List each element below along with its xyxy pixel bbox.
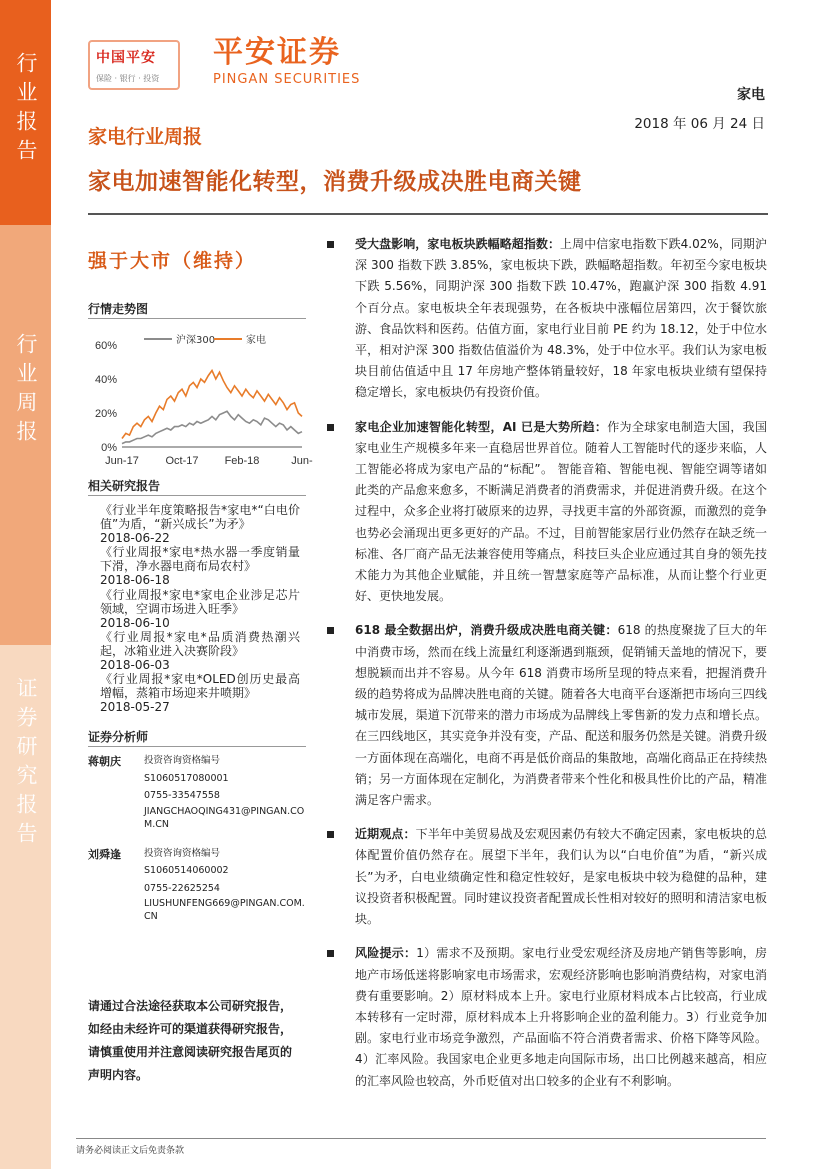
related-heading: 相关研究报告 [88, 479, 161, 493]
analyst-email[interactable]: JIANGCHAOQING431@PINGAN.COM.CN [144, 805, 305, 830]
report-type: 家电行业周报 [88, 126, 203, 148]
logo-text: 中国平安 [96, 50, 156, 66]
band-segment-industry-report [0, 0, 51, 225]
legend-label: 沪深300 [176, 335, 216, 346]
square-bullet-icon [327, 627, 334, 634]
analyst-phone: 0755-22625254 [144, 882, 220, 894]
market-chart [88, 325, 313, 475]
paragraph-lead: 风险提示： [355, 946, 417, 961]
paragraph-body: 作为全球家电制造大国，我国家电业生产规模多年来一直稳居世界首位。随着人工智能时代的逐步来临，人工智能必将成为家电产品的“标配”。 智能音箱、智能电视、智能空调等诸如此类的产品愈来愈多，不断满足消费者的消费需求，并促进消费升级。在这个过程中，众多企业将打破原来的边界，寻找更丰富的外部资源，而激烈的竞争也势必会涌现出更多更好的产品。不过，目前智能家居行业仍然存在缺乏统一标准、各厂商产品无法兼容使用等痛点，科技巨头企业应通过其自身的领先技术能力为其他企业赋能，并且统一智慧家庭等产品标准，从而让整个行业更好、更快地发展。 [355, 419, 767, 604]
related-report-title[interactable]: 《行业周报*家电*家电企业涉足芯片领域，空调市场进入旺季》 [100, 587, 300, 616]
related-report-title[interactable]: 《行业半年度策略报告*家电*“白电价值”为盾，“新兴成长”为矛》 [100, 503, 300, 532]
disclaimer-text: 请通过合法途径获取本公司研究报告，如经由未经许可的渠道获得研究报告，请慎重使用并注意阅读研究报告尾页的声明内容。 [88, 999, 293, 1082]
logo-slogan: 保险 · 银行 · 投资 [96, 74, 160, 83]
square-bullet-icon [327, 950, 334, 957]
related-report-date: 2018-06-18 [100, 573, 170, 588]
series-line-appliance [122, 371, 302, 439]
paragraph-lead: 受大盘影响，家电板块跌幅略超指数： [355, 237, 561, 251]
analyst-details [144, 845, 308, 924]
section-divider [88, 495, 306, 496]
analyst-name: 刘舜逢 [88, 847, 121, 861]
x-tick-label: Oct-17 [165, 455, 199, 467]
related-report-title[interactable]: 《行业周报*家电*热水器一季度销量下滑，净水器电商布局农村》 [100, 545, 300, 574]
section-divider [88, 318, 306, 319]
ping-an-logo [88, 40, 180, 90]
summary-paragraph [327, 824, 767, 930]
title-divider [88, 213, 768, 215]
brand-name-en: PINGAN SECURITIES [213, 72, 361, 87]
y-tick-label: 0% [101, 442, 117, 454]
analyst-name: 蒋朝庆 [88, 755, 121, 768]
report-date: 2018 年 06 月 24 日 [634, 116, 765, 132]
analyst-list [88, 752, 308, 930]
analyst-details [144, 752, 308, 831]
paragraph-body: 618 的热度聚拢了巨大的年中消费市场，然而在线上流量红利逐渐遇到瓶颈，促销铺天盖地的情况下，要想脱颖而出并不容易。从今年 618 消费市场所呈现的特点来看，把握消费升级的趋势将成为品牌决胜电商的关键。随着各大电商平台逐渐把市场向三四线城市发展，渠道下沉带来的潜力市场成为品牌线上零售新的发力点和增长点。在三四线地区，其实竞争并没有变，产品、配送和服务仍然是关键。消费升级一方面体现在高端化，电商不再是低价商品的集散地，高端化商品正在持续热销；另一方面体现在定制化，为消费者带来个性化和极具性价比的产品，精准满足客户需求。 [355, 623, 767, 808]
y-tick-label: 40% [94, 374, 117, 386]
related-report-date: 2018-06-03 [100, 658, 170, 673]
analyst-heading: 证券分析师 [88, 730, 149, 744]
square-bullet-icon [327, 241, 334, 248]
main-content [327, 234, 767, 1105]
analyst-card [88, 845, 308, 924]
paragraph-body: 下半年中美贸易战及宏观因素仍有较大不确定因素，家电板块的总体配置价值仍然存在。展望下半年，我们认为以“白电价值”为盾，“新兴成长”为矛，白电业绩确定性和稳定性较好，是家电板块中较为稳健的品种，建议投资者积极配置。同时建议投资者配置成长性相对较好的照明和清洁家电板块。 [355, 827, 767, 927]
band-label: 证券研究报告 [14, 677, 38, 851]
paragraph-lead: 近期观点： [355, 827, 416, 842]
section-divider [88, 746, 306, 747]
related-report-date: 2018-06-10 [100, 615, 170, 630]
sector-tag: 家电 [737, 87, 765, 103]
analyst-cert: S1060517080001 [144, 772, 229, 784]
paragraph-lead: 618 最全数据出炉，消费升级成决胜电商关键： [355, 623, 618, 638]
y-tick-label: 60% [94, 340, 117, 352]
square-bullet-icon [327, 424, 334, 431]
related-report-title[interactable]: 《行业周报*家电*品质消费热潮兴起，冰箱业进入决赛阶段》 [100, 629, 300, 658]
x-tick-label: Jun-17 [105, 455, 139, 467]
related-report-date: 2018-06-22 [100, 531, 170, 546]
summary-paragraph [327, 234, 767, 404]
analyst-cert-label: 投资咨询资格编号 [144, 847, 221, 859]
paragraph-body: 上周中信家电指数下跌4.02%，同期沪深 300 指数下跌 3.85%，家电板块下跌，跌幅略超指数。年初至今家电板块下跌 5.56%，同期沪深 300 指数下跌 10.47%，跑赢沪深 300 指数 4.91 个百分点。家电板块全年表现强势，在各板块中涨幅位居第四，次于餐饮旅游、食品饮料和医药。估值方面，家电行业目前 PE 约为 18.12，处于中位水平，相对沪深 300 指数估值溢价为 48.3%，处于中位水平。我们认为家电板块目前估值适中且 17 年房地产整体销量较好，18 年家电板块业绩有望保持稳定增长，家电板块仍有投资价值。 [355, 237, 767, 400]
footer-note: 请务必阅读正文后免责条款 [76, 1146, 185, 1156]
analyst-email[interactable]: LIUSHUNFENG669@PINGAN.COM.CN [144, 898, 305, 922]
related-report-date: 2018-05-27 [100, 700, 170, 715]
related-reports-list [100, 503, 300, 714]
legend-label: 家电 [246, 335, 266, 346]
left-band [0, 0, 51, 1169]
rating-badge: 强于大市（维持） [88, 250, 257, 272]
band-segment-research [0, 645, 51, 1169]
chart-svg [88, 325, 313, 475]
x-tick-label: Jun- [291, 455, 313, 467]
brand-wordmark [213, 34, 360, 87]
chart-heading: 行情走势图 [88, 302, 149, 316]
summary-paragraph [327, 620, 767, 811]
analyst-card [88, 752, 308, 831]
analyst-phone: 0755-33547558 [144, 790, 220, 801]
band-label: 行业报告 [14, 52, 38, 168]
brand-name-cn: 平安证券 [213, 35, 341, 70]
band-label: 行业周报 [14, 333, 38, 449]
summary-paragraph [327, 417, 767, 608]
paragraph-body: 1）需求不及预期。家电行业受宏观经济及房地产销售等影响，房地产市场低迷将影响家电市场需求，宏观经济影响也影响消费结构，对家电消费有重要影响。2）原材料成本上升。家电行业原材料成本占比较高，行业成本转移有一定时滞，原材料成本上升将影响企业的盈利能力。3）行业竞争加剧。家电行业市场竞争激烈，产品面临不符合消费者需求、价格下降等风险。4）汇率风险。我国家电企业更多地走向国际市场，出口比例越来越高，相应的汇率风险也较高，外币贬值对出口较多的企业有不利影响。 [355, 946, 767, 1088]
footer-divider [76, 1138, 766, 1139]
related-report-title[interactable]: 《行业周报*家电*OLED创历史最高增幅，蒸箱市场迎来井喷期》 [100, 672, 300, 701]
page-title: 家电加速智能化转型，消费升级成决胜电商关键 [88, 169, 582, 195]
y-tick-label: 20% [94, 408, 117, 420]
analyst-cert: S1060514060002 [144, 865, 229, 876]
analyst-cert-label: 投资咨询资格编号 [144, 755, 221, 766]
square-bullet-icon [327, 831, 334, 838]
summary-paragraph [327, 943, 767, 1091]
band-segment-weekly [0, 225, 51, 645]
paragraph-lead: 家电企业加速智能化转型，AI 已是大势所趋： [355, 419, 608, 434]
x-tick-label: Feb-18 [224, 455, 260, 467]
